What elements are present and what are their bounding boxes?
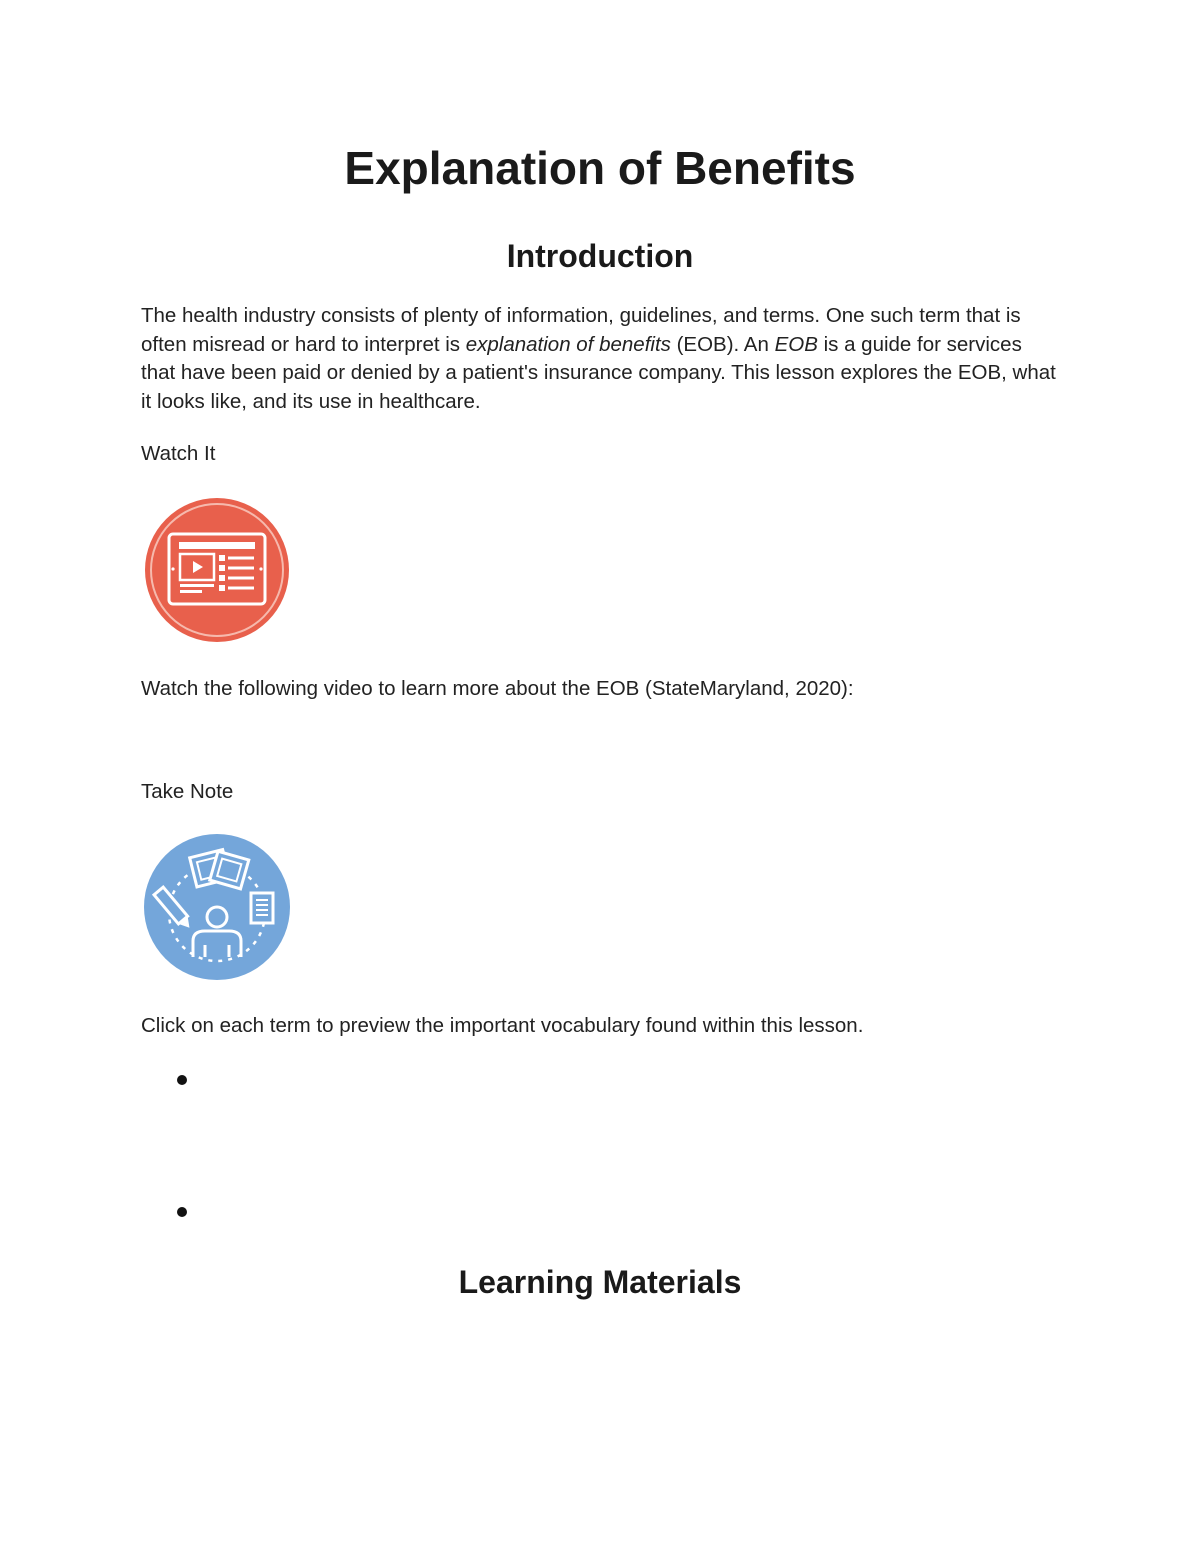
learning-materials-heading: Learning Materials: [458, 1264, 742, 1300]
video-player-icon: [143, 496, 291, 644]
intro-text-2: (EOB). An: [670, 332, 775, 356]
vocabulary-term-bullet[interactable]: [177, 1075, 187, 1085]
vocabulary-term-bullet[interactable]: [177, 1207, 187, 1217]
take-note-instruction: Click on each term to preview the important vocabulary found within this lesson.: [141, 1014, 864, 1037]
take-note-label: Take Note: [141, 780, 234, 803]
watch-it-instruction: Watch the following video to learn more about the EOB (StateMaryland, 2020):: [141, 677, 854, 700]
document-title: Explanation of Benefits: [344, 142, 856, 194]
introduction-paragraph: [141, 302, 1061, 416]
intro-text-1: The health industry consists of plenty of information, guidelines, and terms. One such term that is often misread or hard to interpret is: [141, 304, 1021, 356]
intro-emphasis-eob-term: explanation of benefits: [465, 332, 671, 356]
intro-text-3: is a guide for services that have been paid or denied by a patient's insurance company. This lesson explores the EOB, what it looks like, and its use in healthcare.: [141, 332, 1056, 413]
notes-learner-icon: [143, 833, 291, 981]
watch-it-label: Watch It: [141, 442, 216, 465]
introduction-heading: Introduction: [506, 238, 694, 274]
intro-emphasis-eob: EOB: [774, 332, 818, 356]
